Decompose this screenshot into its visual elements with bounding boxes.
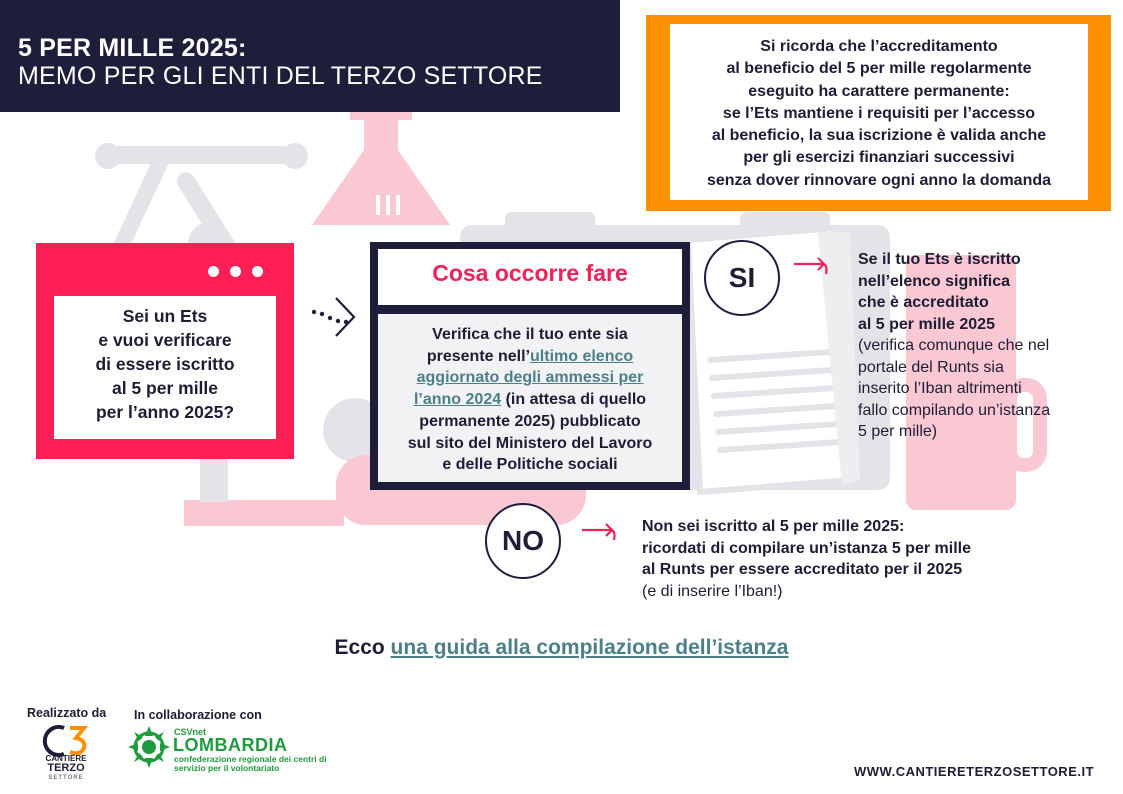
yes-line: al 5 per mille 2025 [858, 315, 995, 333]
csvnet-lombardia-logo [126, 724, 172, 770]
memo-line: se l’Ets mantiene i requisiti per l’accesso [722, 104, 1036, 122]
panel-line [384, 346, 676, 368]
yes-text [858, 249, 1108, 443]
csvnet-lombardia-name: LOMBARDIA [173, 735, 288, 755]
window-dot-icon [208, 266, 219, 277]
cantiere-logo-line: SETTORE [48, 775, 84, 781]
admitted-list-link[interactable]: aggiornato degli ammessi per [416, 369, 644, 387]
no-line: Non sei iscritto al 5 per mille 2025: [642, 518, 905, 535]
admitted-list-link[interactable]: ultimo elenco [530, 347, 634, 365]
no-text [642, 516, 1062, 602]
yes-note-line: fallo compilando un’istanza [858, 401, 1051, 419]
window-dot-icon [252, 266, 263, 277]
page-subtitle: MEMO PER GLI ENTI DEL TERZO SETTORE [18, 62, 543, 90]
yes-line: Se il tuo Ets è iscritto [858, 251, 1021, 268]
memo-line: al beneficio, la sua iscrizione è valida anche [711, 127, 1047, 145]
question-line: Sei un Ets [122, 306, 208, 326]
yes-circle: SI [704, 240, 780, 316]
csvnet-label: CSVnet [174, 727, 207, 737]
question-text [54, 304, 276, 424]
memo-line: al beneficio del 5 per mille regolarmente [726, 60, 1032, 78]
guide-link[interactable]: una guida alla compilazione dell’istanza [390, 636, 789, 659]
question-line: di essere iscritto [95, 354, 235, 374]
made-by-label: Realizzato da [27, 706, 107, 720]
action-panel-text [384, 324, 676, 476]
memo-line: per gli esercizi finanziari successivi [743, 149, 1015, 167]
question-line: per l’anno 2025? [95, 402, 235, 422]
panel-line: permanente 2025) pubblicato [419, 412, 641, 430]
no-note: (e di inserire l’Iban!) [642, 582, 783, 600]
hook-arrow-icon [580, 520, 620, 544]
panel-line-prefix: presente nell’ [426, 347, 531, 365]
yes-note-line: (verifica comunque che nel [858, 337, 1050, 354]
yes-note-line: 5 per mille) [858, 423, 938, 440]
guide-line [0, 636, 1123, 660]
cantiere-logo-line: TERZO [47, 762, 85, 774]
yes-line: che è accreditato [858, 294, 989, 311]
memo-line: Si ricorda che l’accreditamento [760, 38, 998, 55]
question-line: e vuoi verificare [98, 330, 232, 350]
page-title: 5 PER MILLE 2025: [18, 34, 247, 62]
hook-arrow-icon [792, 254, 832, 278]
no-line: al Runts per essere accreditato per il 2025 [642, 561, 963, 578]
panel-line: e delle Politiche sociali [442, 456, 618, 474]
yes-line: nell’elenco significa [858, 272, 1011, 290]
admitted-list-link[interactable]: l’anno 2024 [413, 391, 502, 409]
panel-line: sul sito del Ministero del Lavoro [407, 434, 653, 452]
window-dot-icon [230, 266, 241, 277]
panel-line [384, 389, 676, 411]
website-url: WWW.CANTIERETERZOSETTORE.IT [854, 764, 1095, 779]
cantiere-logo-line: CANTIERE [45, 754, 87, 763]
question-line: al 5 per mille [111, 378, 219, 398]
yes-note-line: inserito l’Iban altrimenti [858, 380, 1022, 397]
no-line: ricordati di compilare un’istanza 5 per mille [642, 539, 971, 557]
memo-line: senza dover rinnovare ogni anno la domanda [706, 171, 1052, 189]
action-panel-title: Cosa occorre fare [432, 260, 628, 286]
csvnet-description: confederazione regionale dei centri di servizio per il volontariato [174, 754, 327, 773]
cantiere-logo-text [36, 754, 96, 783]
no-circle: NO [485, 503, 561, 579]
arrow-right-icon [310, 294, 360, 340]
yes-note-line: portale del Runts sia [858, 358, 1004, 376]
memo-line: eseguito ha carattere permanente: [748, 82, 1010, 100]
panel-line: Verifica che il tuo ente sia [432, 326, 628, 343]
guide-prefix: Ecco [334, 636, 391, 659]
panel-line-suffix: (in attesa di quello [501, 391, 647, 409]
memo-text [670, 36, 1088, 192]
collaboration-label: In collaborazione con [134, 708, 262, 722]
